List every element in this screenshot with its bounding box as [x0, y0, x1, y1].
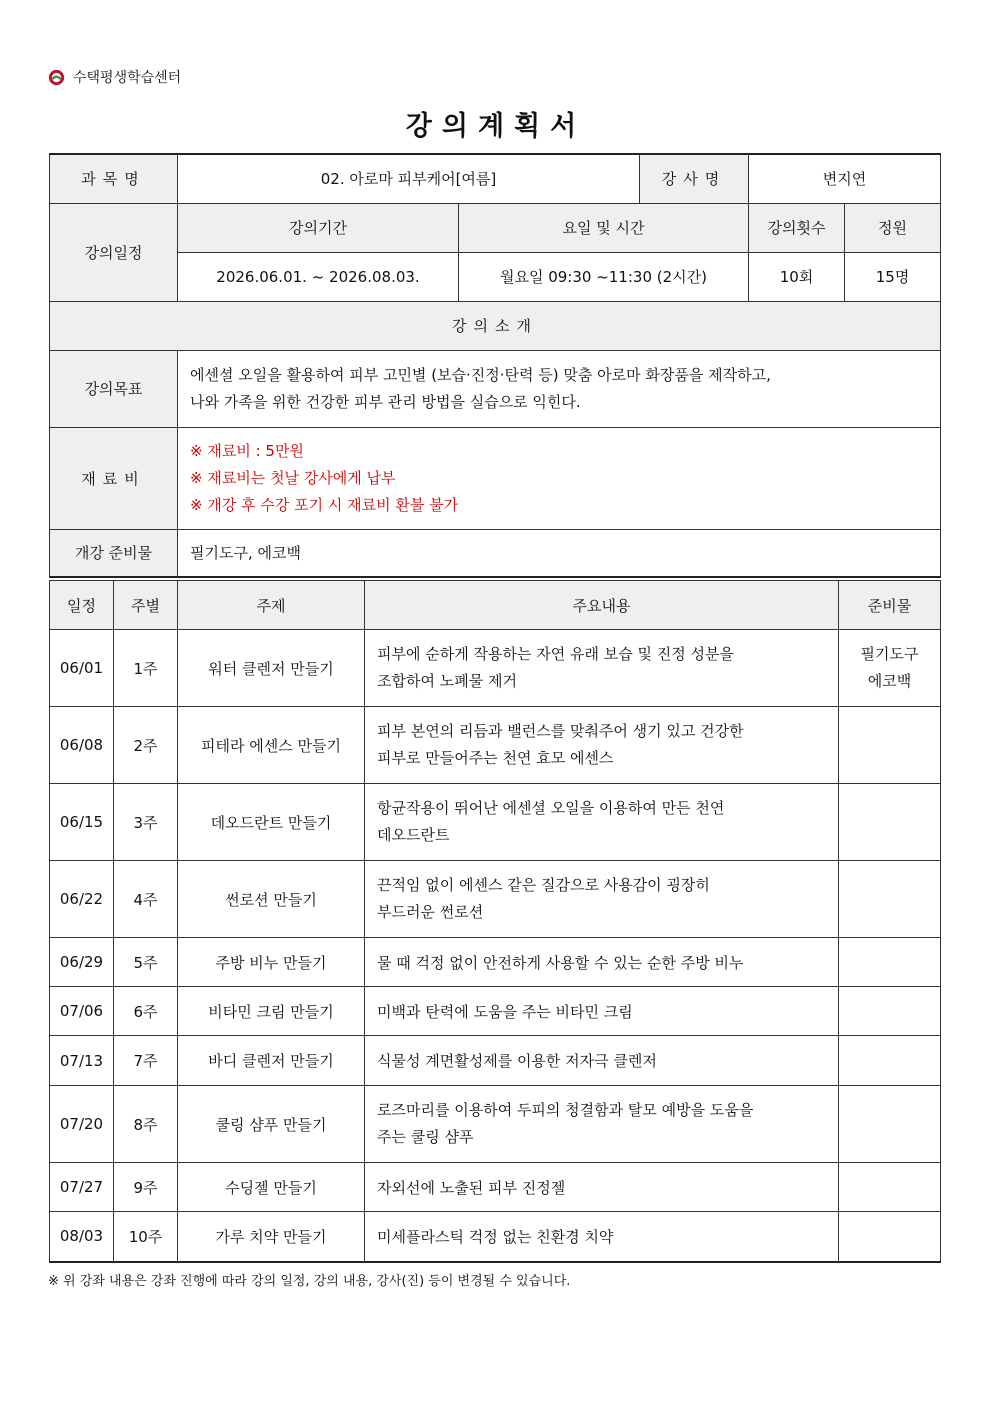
- org-header: [48, 66, 181, 88]
- content-line: 데오드란트: [377, 826, 450, 844]
- col-header-date: 일정: [50, 581, 114, 630]
- content-line: 로즈마리를 이용하여 두피의 청결함과 탈모 예방을 도움을: [377, 1101, 754, 1119]
- row-prep: [839, 784, 941, 861]
- row-prep: [839, 938, 941, 987]
- row-week: 6주: [114, 987, 178, 1036]
- intro-label: 강의소개: [50, 301, 941, 350]
- row-week: 4주: [114, 861, 178, 938]
- content-line: 끈적임 없이 에센스 같은 질감으로 사용감이 굉장히: [377, 876, 710, 894]
- course-info-table: [49, 153, 941, 578]
- row-topic: 썬로션 만들기: [178, 861, 365, 938]
- table-row: [50, 938, 941, 987]
- row-prep: [839, 1036, 941, 1086]
- row-content: [365, 784, 839, 861]
- goal-text: [178, 350, 941, 427]
- subject-value: 02. 아로마 피부케어[여름]: [178, 154, 640, 203]
- col-header-topic: 주제: [178, 581, 365, 630]
- goal-line: 에센셜 오일을 활용하여 피부 고민별 (보습·진정·탄력 등) 맞춤 아로마 화장품을 제작하고,: [190, 365, 771, 384]
- content-line: 피부 본연의 리듬과 밸런스를 맞춰주어 생기 있고 건강한: [377, 722, 744, 740]
- capacity-label: 정원: [845, 203, 941, 252]
- material-text: [178, 427, 941, 529]
- row-date: 07/06: [50, 987, 114, 1036]
- col-header-week: 주별: [114, 581, 178, 630]
- row-date: 08/03: [50, 1212, 114, 1262]
- row-prep: [839, 1163, 941, 1212]
- table-row: [50, 1163, 941, 1212]
- row-week: 5주: [114, 938, 178, 987]
- schedule-label: 강의일정: [50, 203, 178, 301]
- instructor-value: 변지연: [749, 154, 941, 203]
- row-topic: 가루 치약 만들기: [178, 1212, 365, 1262]
- row-date: 06/22: [50, 861, 114, 938]
- table-row: [50, 1212, 941, 1262]
- material-line: ※ 개강 후 수강 포기 시 재료비 환불 불가: [190, 495, 459, 514]
- row-prep: [839, 861, 941, 938]
- table-row: [50, 784, 941, 861]
- row-prep: [839, 1212, 941, 1262]
- instructor-label: 강사명: [640, 154, 749, 203]
- row-topic: 바디 클렌저 만들기: [178, 1036, 365, 1086]
- row-week: 1주: [114, 630, 178, 707]
- capacity-value: 15명: [845, 252, 941, 301]
- day-value: 월요일 09:30 ~11:30 (2시간): [459, 252, 749, 301]
- row-content: 식물성 계면활성제를 이용한 저자극 클렌저: [365, 1036, 839, 1086]
- col-header-content: 주요내용: [365, 581, 839, 630]
- row-prep: [839, 987, 941, 1036]
- circle-emblem-icon: [48, 69, 65, 86]
- goal-line: 나와 가족을 위한 건강한 피부 관리 방법을 실습으로 익힌다.: [190, 392, 581, 411]
- content-line: 주는 쿨링 샴푸: [377, 1128, 474, 1146]
- row-week: 3주: [114, 784, 178, 861]
- table-row: [50, 707, 941, 784]
- row-date: 07/27: [50, 1163, 114, 1212]
- material-label: 재료비: [50, 427, 178, 529]
- table-row: [50, 987, 941, 1036]
- row-prep: [839, 630, 941, 707]
- page-title: 강의계획서: [405, 111, 587, 142]
- row-topic: 워터 클렌저 만들기: [178, 630, 365, 707]
- row-content: 물 때 걱정 없이 안전하게 사용할 수 있는 순한 주방 비누: [365, 938, 839, 987]
- row-topic: 비타민 크림 만들기: [178, 987, 365, 1036]
- row-date: 07/13: [50, 1036, 114, 1086]
- footer-note: ※ 위 강좌 내용은 강좌 진행에 따라 강의 일정, 강의 내용, 강사(진) 등이 변경될 수 있습니다.: [48, 1274, 571, 1289]
- row-prep: [839, 707, 941, 784]
- row-content: 자외선에 노출된 피부 진정젤: [365, 1163, 839, 1212]
- day-label: 요일 및 시간: [459, 203, 749, 252]
- goal-label: 강의목표: [50, 350, 178, 427]
- row-topic: 주방 비누 만들기: [178, 938, 365, 987]
- row-prep: [839, 1086, 941, 1163]
- prep-value: 필기도구, 에코백: [178, 529, 941, 577]
- row-content: 미백과 탄력에 도움을 주는 비타민 크림: [365, 987, 839, 1036]
- table-row: [50, 1036, 941, 1086]
- row-content: 미세플라스틱 걱정 없는 친환경 치약: [365, 1212, 839, 1262]
- row-week: 9주: [114, 1163, 178, 1212]
- content-line: 조합하여 노폐물 제거: [377, 672, 517, 690]
- content-line: 피부로 만들어주는 천연 효모 에센스: [377, 749, 614, 767]
- row-topic: 수딩젤 만들기: [178, 1163, 365, 1212]
- row-content: [365, 630, 839, 707]
- period-label: 강의기간: [178, 203, 459, 252]
- row-topic: 쿨링 샴푸 만들기: [178, 1086, 365, 1163]
- material-line: ※ 재료비는 첫날 강사에게 납부: [190, 468, 396, 487]
- row-week: 10주: [114, 1212, 178, 1262]
- content-line: 항균작용이 뛰어난 에센셜 오일을 이용하여 만든 천연: [377, 799, 725, 817]
- row-topic: 피테라 에센스 만들기: [178, 707, 365, 784]
- table-row: [50, 1086, 941, 1163]
- schedule-table: [49, 580, 941, 1263]
- table-row: [50, 861, 941, 938]
- row-topic: 데오드란트 만들기: [178, 784, 365, 861]
- count-value: 10회: [749, 252, 845, 301]
- row-week: 8주: [114, 1086, 178, 1163]
- prep-line: 에코백: [867, 672, 912, 690]
- row-date: 06/08: [50, 707, 114, 784]
- row-week: 2주: [114, 707, 178, 784]
- row-week: 7주: [114, 1036, 178, 1086]
- period-value: 2026.06.01. ~ 2026.08.03.: [178, 252, 459, 301]
- content-line: 피부에 순하게 작용하는 자연 유래 보습 및 진정 성분을: [377, 645, 734, 663]
- content-line: 부드러운 썬로션: [377, 903, 484, 921]
- prep-label: 개강 준비물: [50, 529, 178, 577]
- table-row: [50, 630, 941, 707]
- subject-label: 과목명: [50, 154, 178, 203]
- col-header-prep: 준비물: [839, 581, 941, 630]
- row-content: [365, 1086, 839, 1163]
- row-date: 07/20: [50, 1086, 114, 1163]
- row-date: 06/15: [50, 784, 114, 861]
- row-content: [365, 861, 839, 938]
- row-date: 06/29: [50, 938, 114, 987]
- count-label: 강의횟수: [749, 203, 845, 252]
- org-name: 수택평생학습센터: [73, 70, 182, 86]
- row-content: [365, 707, 839, 784]
- row-date: 06/01: [50, 630, 114, 707]
- material-line: ※ 재료비 : 5만원: [190, 441, 304, 460]
- prep-line: 필기도구: [860, 645, 919, 663]
